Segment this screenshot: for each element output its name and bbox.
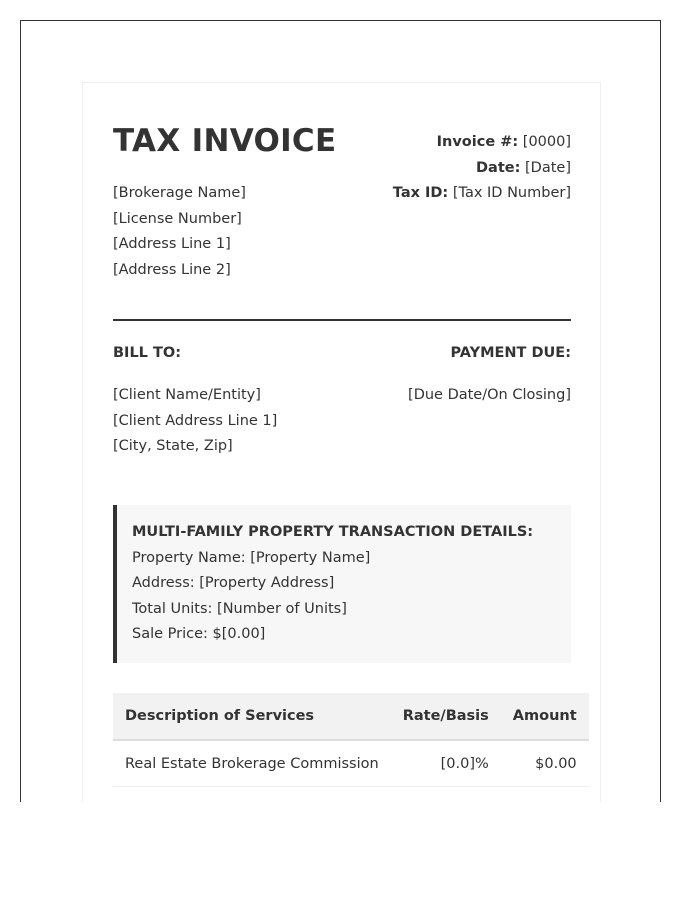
page-frame [20, 20, 661, 802]
seller-info [113, 181, 246, 283]
service-description: Real Estate Brokerage Commission [113, 740, 391, 787]
service-rate: [0.0]% [391, 740, 501, 787]
invoice-number-row [393, 130, 571, 156]
seller-address-line-2: [Address Line 2] [113, 261, 231, 278]
property-details-box [113, 505, 571, 663]
bill-to-details [113, 383, 277, 460]
payment-due-value: [Due Date/On Closing] [408, 387, 571, 403]
invoice-number-label: Invoice #: [436, 134, 519, 150]
invoice-date-label: Date: [476, 159, 521, 176]
client-address-line-1: [Client Address Line 1] [113, 412, 278, 429]
property-address-line: Address: [Property Address] [132, 575, 335, 592]
invoice-date-value: [Date] [525, 159, 571, 176]
column-header-amount: Amount [501, 693, 589, 740]
invoice-number-value: [0000] [522, 134, 571, 150]
invoice-date-row [393, 156, 571, 182]
seller-address-line-1: [Address Line 1] [113, 236, 231, 253]
property-units-line: Total Units: [Number of Units] [132, 600, 347, 617]
brokerage-name: [Brokerage Name] [113, 185, 246, 201]
table-row [113, 740, 589, 787]
client-name: [Client Name/Entity] [113, 387, 261, 403]
property-details-heading: MULTI-FAMILY PROPERTY TRANSACTION DETAILS: [132, 524, 534, 540]
column-header-rate: Rate/Basis [391, 693, 501, 740]
tax-id-row [393, 181, 571, 207]
client-city-state-zip: [City, State, Zip] [113, 438, 233, 455]
property-name-line: Property Name: [Property Name] [132, 549, 371, 566]
invoice-title: TAX INVOICE [113, 123, 337, 159]
header-divider [113, 319, 571, 321]
invoice-meta [393, 130, 571, 207]
tax-id-label: Tax ID: [392, 185, 449, 201]
tax-id-value: [Tax ID Number] [452, 185, 571, 201]
bill-to-heading: BILL TO: [113, 345, 181, 361]
column-header-description: Description of Services [113, 693, 391, 740]
payment-due-heading: PAYMENT DUE: [450, 345, 571, 361]
license-number: [License Number] [113, 210, 242, 227]
services-table [113, 693, 589, 787]
invoice-sheet [82, 82, 601, 802]
property-sale-price-line: Sale Price: $[0.00] [132, 626, 266, 643]
service-amount: $0.00 [501, 740, 589, 787]
services-header-row [113, 693, 589, 740]
